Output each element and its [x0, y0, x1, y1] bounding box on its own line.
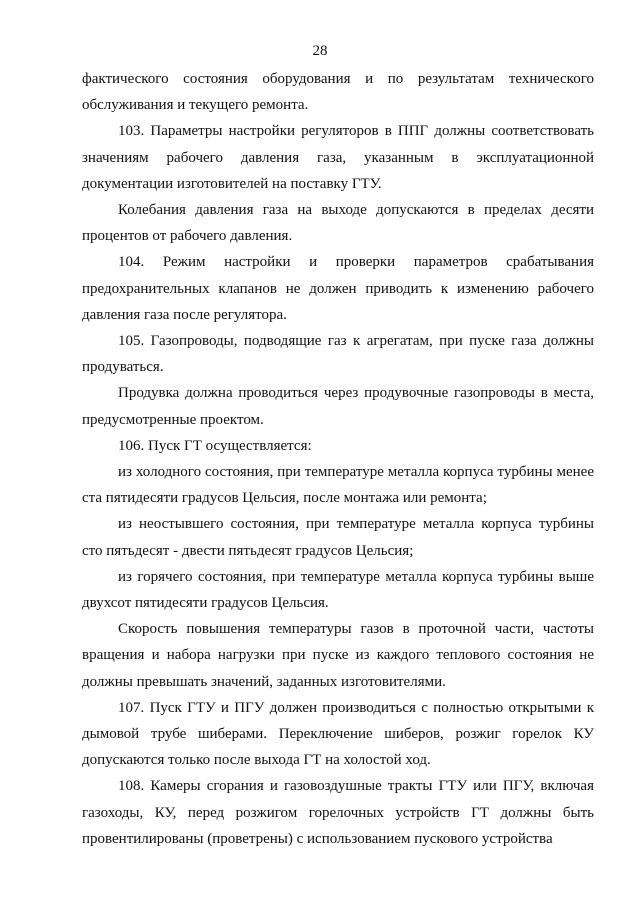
- paragraph-105: 105. Газопроводы, подводящие газ к агрегатам, при пуске газа должны продуваться.: [82, 333, 594, 376]
- paragraph-warm-start: из неостывшего состояния, при температуре металла корпуса турбины сто пятьдесят - двести пятьдесят градусов Цельсия;: [82, 516, 594, 559]
- page-number: 28: [312, 43, 328, 59]
- paragraph-continuation: фактического состояния оборудования и по результатам технического обслуживания и текущего ремонта.: [82, 71, 594, 114]
- paragraph-106: 106. Пуск ГТ осуществляется:: [118, 437, 312, 454]
- body-text: [82, 66, 594, 852]
- paragraph-purge: Продувка должна проводиться через продувочные газопроводы в места, предусмотренные проектом.: [82, 385, 594, 428]
- paragraph-108: 108. Камеры сгорания и газовоздушные тракты ГТУ или ПГУ, включая газоходы, КУ, перед розжигом горелочных устройств ГТ должны быть провентилированы (проветрены) с использованием пускового устройства: [82, 778, 594, 847]
- paragraph-107: 107. Пуск ГТУ и ПГУ должен производиться с полностью открытыми к дымовой трубе шиберами. Переключение шиберов, розжиг горелок КУ допускаются только после выхода ГТ на холостой ход.: [82, 699, 594, 769]
- paragraph-hot-start: из горячего состояния, при температуре металла корпуса турбины выше двухсот пятидесяти градусов Цельсия.: [82, 568, 594, 612]
- paragraph-104: 104. Режим настройки и проверки параметров срабатывания предохранительных клапанов не должен приводить к изменению рабочего давления газа после регулятора.: [82, 254, 594, 323]
- paragraph-103: 103. Параметры настройки регуляторов в ППГ должны соответствовать значениям рабочего давления газа, указанным в эксплуатационной документации изготовителей на поставку ГТУ.: [82, 123, 594, 192]
- paragraph-rate-limits: Скорость повышения температуры газов в проточной части, частоты вращения и набора нагрузки при пуске из каждого теплового состояния не должны превышать значений, заданных изготовителями.: [82, 621, 594, 690]
- paragraph-pressure-fluctuation: Колебания давления газа на выходе допускаются в пределах десяти процентов от рабочего давления.: [82, 202, 594, 245]
- paragraph-cold-start: из холодного состояния, при температуре металла корпуса турбины менее ста пятидесяти градусов Цельсия, после монтажа или ремонта;: [82, 464, 594, 507]
